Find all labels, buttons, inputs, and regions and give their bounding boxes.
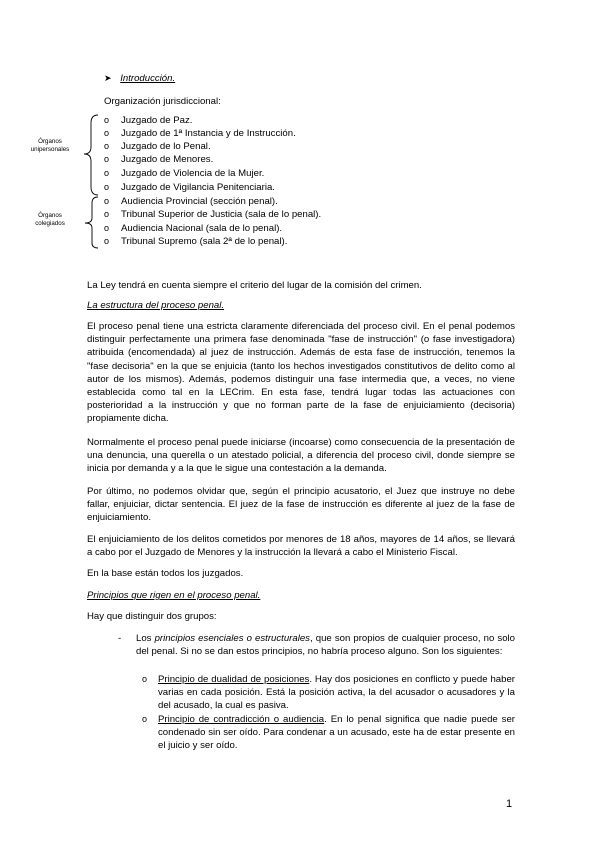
paragraph-normalmente: Normalmente el proceso penal puede iniciarse (incoarse) como consecuencia de la presentación de una denuncia, una querella o un atestado policial, a diferencia del proceso civil, donde siempre se inicia por demanda y a la que le sigue una contestación a la demanda.: [87, 437, 515, 475]
paragraph-menores: El enjuiciamiento de los delitos cometidos por menores de 18 años, mayores de 14 años, se llevará a cabo por el Juzgado de Menores y la instrucción la llevará a cabo el Ministerio Fiscal.: [87, 534, 515, 559]
intro-heading: Introducción.: [120, 73, 176, 84]
paragraph-ley: La Ley tendrá en cuenta siempre el criterio del lugar de la comisión del crimen.: [87, 280, 422, 291]
paragraph-grupo1: Los principios esenciales o estructurales, que son propios de cualquier proceso, no solo del penal. Si no se dan estos principios, no habría proceso alguno. Son los siguientes:: [136, 633, 515, 658]
circle-bullet-icon: o: [142, 674, 148, 684]
paragraph-principio1: Principio de dualidad de posiciones. Hay dos posiciones en conflicto y puede haber varias en cada posición. Está la posición activa, la del acusador o acusadores y la del acusado, la cual es pasiva.: [158, 674, 515, 712]
intro-heading-row: [104, 72, 175, 85]
grupo1-emphasis: principios esenciales o estructurales: [154, 633, 310, 644]
unipersonal-label: Órganos unipersonales: [30, 138, 70, 153]
heading-estructura: La estructura del proceso penal.: [87, 300, 225, 311]
circle-bullet-icon: o: [104, 115, 110, 125]
page-number: 1: [506, 798, 513, 810]
paragraph-principio2: Principio de contradicción o audiencia. En lo penal significa que nadie puede ser condenado sin ser oído. Para condenar a un acusado, este ha de estar presente en el juicio y ser oído.: [158, 714, 516, 752]
arrow-bullet-icon: ➤: [104, 73, 112, 83]
circle-bullet-icon: o: [104, 128, 110, 138]
colegiado-label: Órganos colegiados: [35, 212, 65, 227]
principio2-title: Principio de contradicción o audiencia: [158, 714, 325, 725]
dash-bullet-icon: -: [118, 633, 122, 644]
paragraph-ultimo: Por último, no podemos olvidar que, según el principio acusatorio, el Juez que instruye no debe fallar, enjuiciar, dictar sentencia. El juez de la fase de instrucción es diferente al juez de la fase de enjuiciamiento.: [87, 486, 515, 524]
paragraph-distinguir: Hay que distinguir dos grupos:: [87, 611, 217, 622]
circle-bullet-icon: o: [104, 236, 110, 246]
circle-bullet-icon: o: [104, 154, 110, 164]
circle-bullet-icon: o: [142, 714, 148, 724]
paragraph-estructura: El proceso penal tiene una estricta claramente diferenciada del proceso civil. En el penal podemos distinguir perfectamente una primera fase denominada "fase de instrucción" (o fase investigadora) atribuida (encomendada) al juez de instrucción. Además de esta fase de instrucción, tenemos la "fase decisoria" en la que se enjuicia (tanto los hechos investigados constitutivos de delito como al autor de los mismos). Además, podemos distinguir una fase intermedia que, a veces, no viene establecida como tal en la LECrim. En esta fase, tendrá lugar todas las actuaciones con posterioridad a la instrucción y que no forman parte de la fase de enjuiciamiento (decisoria) propiamente dicha.: [87, 321, 515, 425]
circle-bullet-icon: o: [104, 168, 110, 178]
principio1-title: Principio de dualidad de posiciones: [158, 674, 310, 685]
paragraph-base: En la base están todos los juzgados.: [87, 568, 244, 579]
unipersonal-brace: [84, 115, 98, 195]
circle-bullet-icon: o: [104, 223, 110, 233]
circle-bullet-icon: o: [104, 182, 110, 192]
circle-bullet-icon: o: [104, 196, 110, 206]
heading-principios: Principios que rigen en el proceso penal.: [87, 590, 261, 601]
org-title: Organización jurisdiccional:: [104, 96, 221, 107]
colegiado-brace: [85, 197, 98, 248]
circle-bullet-icon: o: [104, 141, 110, 151]
page: ➤ Introducción. Organización jurisdiccional: Órganos unipersonales Órganos colegiados o Juzgado de Paz. o Juzgado de 1ª Instancia y de Instrucción. o Juzgado de lo Penal. o Juzgado de Menores. o Juzgado de Violencia de la Mujer. o Juzgado de Vigilancia Penitenciaria. o Audiencia Provincial (sección penal). o Tribunal Superior de Justicia (sala de lo penal). o Audiencia Nacional (sala de lo penal). o Tribunal Supremo (sala 2ª de lo penal). La Ley tendrá en cuenta siempre el criterio del lugar de la comisión del crimen. La estructura del proceso penal. El proceso penal tiene una estricta claramente diferenciada del proceso civil. En el penal podemos distinguir perfectamente una primera fase denominada "fase de instrucción" (o fase investigadora) atribuida (encomendada) al juez de instrucción. Además de esta fase de instrucción, tenemos la "fase decisoria" en la que se enjuicia (tanto los hechos investigados constitutivos de delito como al autor de los mismos). Además, podemos distinguir una fase intermedia que, a veces, no viene establecida como tal en la LECrim. En esta fase, tendrá lugar todas las actuaciones con posterioridad a la instrucción y que no forman parte de la fase de enjuiciamiento (decisoria) propiamente dicha. Normalmente el proceso penal puede iniciarse (incoarse) como consecuencia de la presentación de una denuncia, una querella o un atestado policial, a diferencia del proceso civil, donde siempre se inicia por demanda y a la que le sigue una contestación a la demanda. Por último, no podemos olvidar que, según el principio acusatorio, el Juez que instruye no debe fallar, enjuiciar, dictar sentencia. El juez de la fase de instrucción es diferente al juez de la fase de enjuiciamiento. El enjuiciamiento de los delitos cometidos por menores de 18 años, mayores de 14 años, se llevará a cabo por el Juzgado de Menores y la instrucción la llevará a cabo el Ministerio Fiscal. En la base están todos los juzgados. Principios que rigen en el proceso penal. Hay que distinguir dos grupos: - Los principios esenciales o estructurales, que son propios de cualquier proceso, no solo del penal. Si no se dan estos principios, no habría proceso alguno. Son los siguientes: o Principio de dualidad de posiciones. Hay dos posiciones en conflicto y puede haber varias en cada posición. Está la posición activa, la del acusador o acusadores y la del acusado, la cual es pasiva. o Principio de contradicción o audiencia. En lo penal significa que nadie puede ser condenado sin ser oído. Para condenar a un acusado, este ha de estar presente en el juicio y ser oído. 1: [30, 73, 516, 810]
circle-bullet-icon: o: [104, 209, 110, 219]
brace-graphics: [80, 113, 102, 251]
